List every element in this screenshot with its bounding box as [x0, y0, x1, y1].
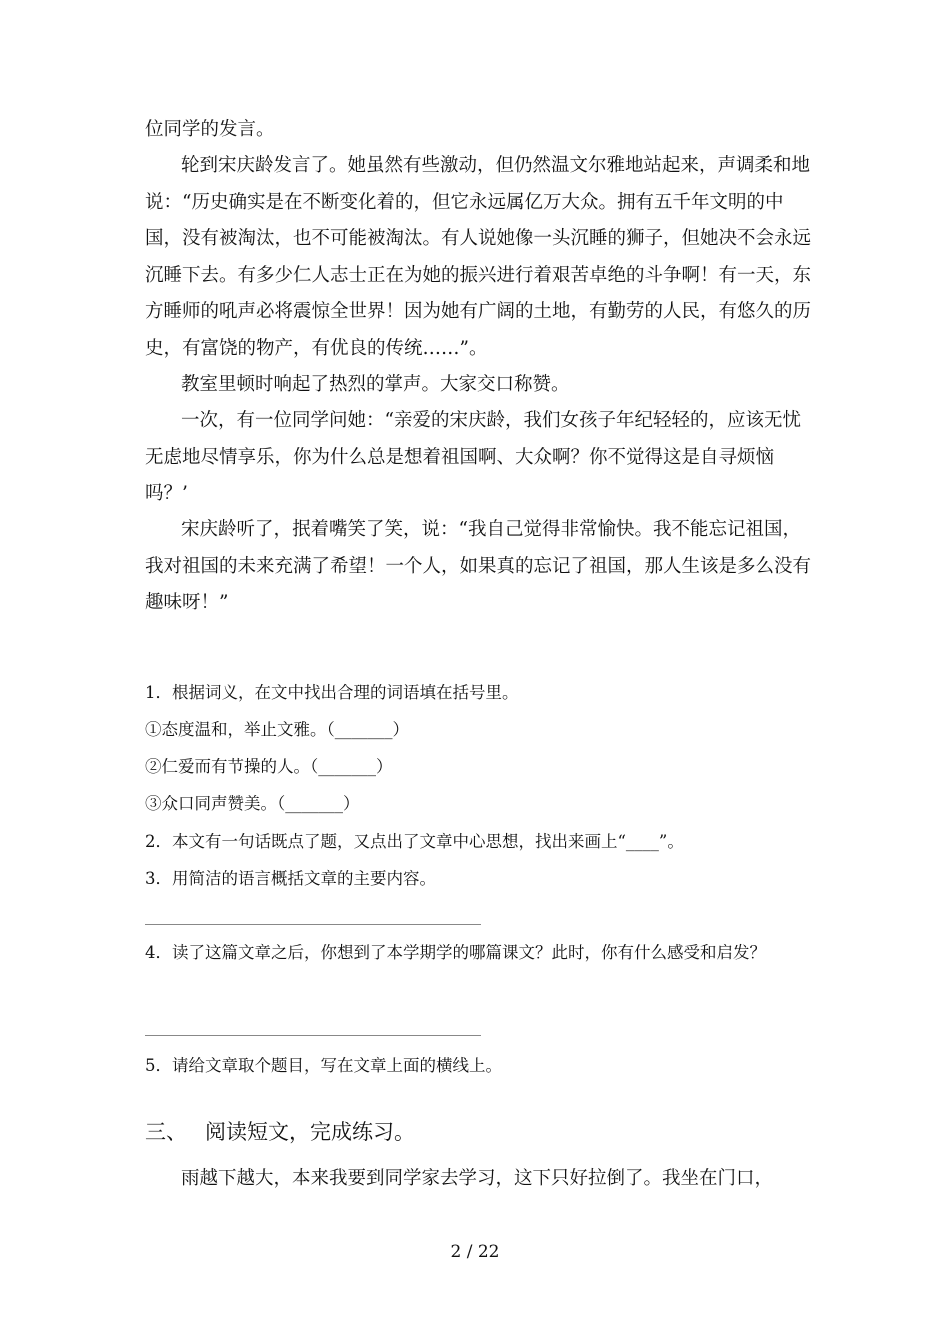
- question-1-item-a: ①态度温和，举止文雅。（_______）: [145, 720, 409, 739]
- question-5: 5．请给文章取个题目，写在文章上面的横线上。: [145, 1056, 502, 1075]
- question-1-item-c: ③众口同声赞美。（_______）: [145, 794, 360, 813]
- section-3-heading: [145, 1117, 415, 1147]
- question-4: 4．读了这篇文章之后，你想到了本学期学的哪篇课文？此时，你有什么感受和启发？: [145, 943, 766, 962]
- question-1: 1．根据词义，在文中找出合理的词语填在括号里。: [145, 683, 519, 702]
- passage-paragraph-4: 宋庆龄听了，抿着嘴笑了笑，说：“我自己觉得非常愉快。我不能忘记祖国，我对祖国的未来充满了希望！一个人，如果真的忘记了祖国，那人生该是多么没有趣味呀！”: [145, 519, 812, 613]
- passage-paragraph-0: 位同学的发言。: [145, 119, 275, 140]
- section-3-title: 阅读短文，完成练习。: [205, 1120, 415, 1144]
- answer-line-3: [145, 924, 481, 925]
- page-number: 2 / 22: [450, 1242, 500, 1262]
- passage-paragraph-2: 教室里顿时响起了热烈的掌声。大家交口称赞。: [181, 374, 570, 395]
- question-1-item-b: ②仁爱而有节操的人。（_______）: [145, 757, 393, 776]
- passage-paragraph-1: 轮到宋庆龄发言了。她虽然有些激动，但仍然温文尔雅地站起来，声调柔和地说：“历史确实是在不断变化着的，但它永远属亿万大众。拥有五千年文明的中国，没有被淘汰，也不可能被淘汰。有人说她像一头沉睡的狮子，但她决不会永远沉睡下去。有多少仁人志士正在为她的振兴进行着艰苦卓绝的斗争啊！有一天，东方睡师的吼声必将震惊全世界！因为她有广阔的土地，有勤劳的人民，有悠久的历史，有富饶的物产，有优良的传统……”。: [145, 155, 812, 359]
- passage-paragraph-3: 一次，有一位同学问她：“亲爱的宋庆龄，我们女孩子年纪轻轻的，应该无忧无虑地尽情享乐，你为什么总是想着祖国啊、大众啊？你不觉得这是自寻烦恼吗？’: [145, 410, 801, 504]
- section-3-number: 三、: [145, 1120, 187, 1144]
- question-2: 2．本文有一句话既点了题，又点出了文章中心思想，找出来画上“____”。: [145, 832, 684, 851]
- section-3-paragraph-1: 雨越下越大，本来我要到同学家去学习，这下只好拉倒了。我坐在门口，: [181, 1168, 774, 1189]
- question-3: 3．用简洁的语言概括文章的主要内容。: [145, 869, 436, 888]
- answer-line-4: [145, 1035, 481, 1036]
